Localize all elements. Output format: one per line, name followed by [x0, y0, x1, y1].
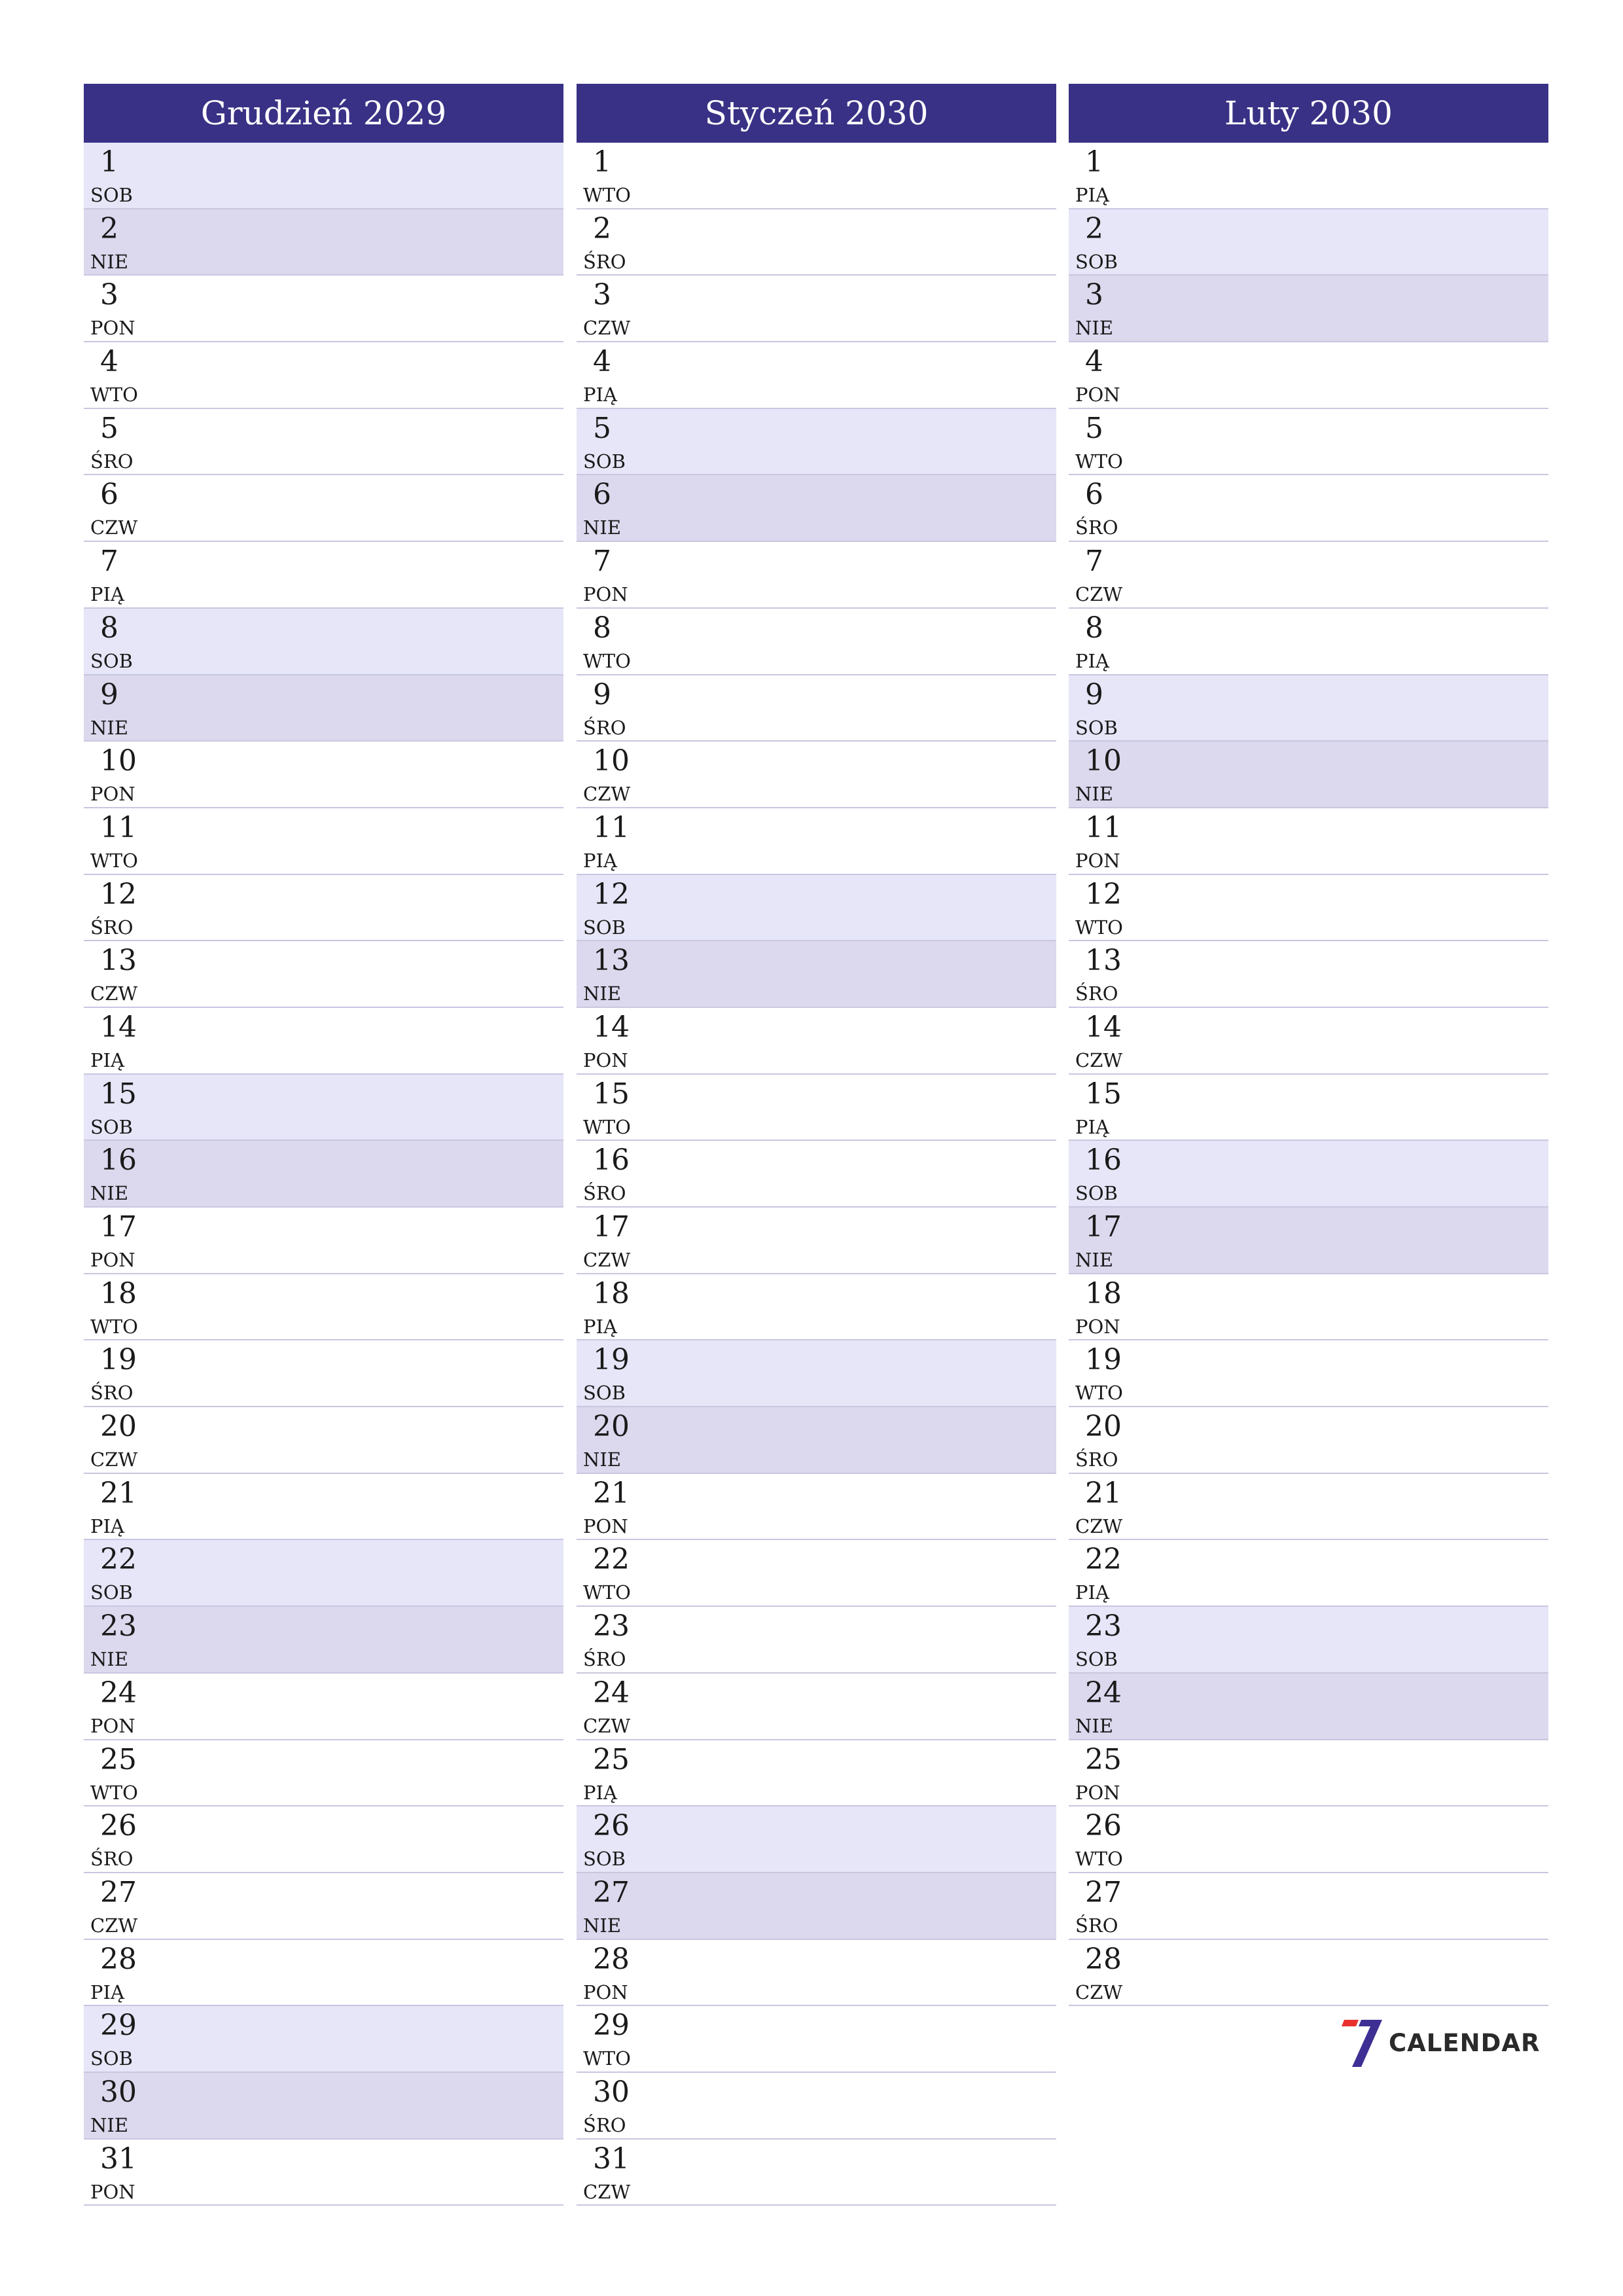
day-row	[84, 742, 563, 808]
weekday-name: PIĄ	[90, 583, 124, 606]
day-number: 15	[100, 1077, 137, 1111]
day-number: 12	[100, 877, 137, 911]
weekday-name: WTO	[583, 1115, 631, 1138]
day-number: 29	[100, 2009, 137, 2043]
weekday-name: NIE	[1075, 1249, 1113, 1271]
day-list	[1069, 143, 1548, 2006]
day-row	[84, 1940, 563, 2007]
day-number: 23	[593, 1609, 630, 1643]
day-row	[84, 1141, 563, 1208]
weekday-name: CZW	[90, 1448, 138, 1471]
day-number: 20	[593, 1410, 630, 1444]
weekday-name: CZW	[90, 516, 138, 539]
weekday-name: SOB	[1075, 1182, 1118, 1205]
day-number: 11	[100, 810, 137, 844]
day-number: 14	[1085, 1010, 1122, 1044]
day-row	[577, 875, 1056, 942]
day-row	[84, 1474, 563, 1541]
day-number: 18	[1085, 1276, 1122, 1310]
month-title: Grudzień 2029	[84, 84, 563, 143]
day-number: 28	[593, 1942, 630, 1976]
day-number: 14	[593, 1010, 630, 1044]
day-row	[84, 542, 563, 609]
day-row	[577, 609, 1056, 675]
weekday-name: NIE	[1075, 783, 1113, 806]
weekday-name: ŚRO	[1075, 516, 1118, 539]
weekday-name: NIE	[583, 982, 621, 1005]
day-row	[1069, 1674, 1548, 1740]
day-row	[84, 1008, 563, 1075]
weekday-name: WTO	[90, 849, 138, 872]
weekday-name: ŚRO	[583, 716, 626, 739]
day-row	[577, 409, 1056, 476]
day-number: 19	[100, 1343, 137, 1377]
day-row	[577, 1340, 1056, 1407]
day-row	[1069, 143, 1548, 209]
day-row	[84, 1340, 563, 1407]
weekday-name: PIĄ	[90, 1049, 124, 1071]
day-number: 18	[593, 1276, 630, 1310]
weekday-name: SOB	[583, 916, 626, 939]
day-number: 13	[593, 944, 630, 978]
weekday-name: SOB	[90, 1115, 133, 1138]
weekday-name: SOB	[583, 1382, 626, 1405]
day-number: 8	[1085, 611, 1103, 645]
day-row	[577, 941, 1056, 1008]
day-row	[577, 675, 1056, 742]
weekday-name: SOB	[90, 184, 133, 206]
weekday-name: CZW	[583, 317, 631, 340]
weekday-name: PON	[1075, 384, 1120, 406]
weekday-name: NIE	[583, 1914, 621, 1937]
weekday-name: NIE	[1075, 1714, 1113, 1737]
day-number: 31	[593, 2142, 630, 2176]
day-row	[1069, 409, 1548, 476]
weekday-name: WTO	[583, 649, 631, 672]
day-row	[1069, 1407, 1548, 1474]
day-row	[577, 1540, 1056, 1607]
calendar-logo	[1342, 2017, 1540, 2068]
day-row	[577, 2073, 1056, 2140]
weekday-name: SOB	[1075, 716, 1118, 739]
day-number: 9	[100, 677, 118, 711]
day-row	[577, 1740, 1056, 1807]
weekday-name: NIE	[90, 250, 128, 273]
weekday-name: SOB	[1075, 1648, 1118, 1671]
day-number: 17	[100, 1210, 137, 1244]
weekday-name: PIĄ	[1075, 649, 1109, 672]
weekday-name: PON	[1075, 849, 1120, 872]
day-number: 6	[1085, 478, 1103, 512]
day-row	[84, 1208, 563, 1274]
day-row	[1069, 1740, 1548, 1807]
weekday-name: WTO	[1075, 450, 1123, 473]
day-row	[577, 276, 1056, 342]
day-number: 11	[593, 810, 630, 844]
weekday-name: WTO	[1075, 1848, 1123, 1871]
day-row	[1069, 1540, 1548, 1607]
weekday-name: NIE	[90, 1648, 128, 1671]
day-row	[84, 143, 563, 209]
weekday-name: PON	[90, 2180, 135, 2203]
day-row	[84, 276, 563, 342]
day-number: 3	[1085, 278, 1103, 312]
day-row	[1069, 1940, 1548, 2007]
weekday-name: PON	[1075, 1315, 1120, 1338]
weekday-name: SOB	[90, 1581, 133, 1604]
day-number: 10	[100, 744, 137, 778]
day-row	[1069, 941, 1548, 1008]
day-row	[1069, 209, 1548, 276]
day-number: 25	[593, 1742, 630, 1776]
day-row	[84, 1806, 563, 1873]
day-number: 5	[593, 411, 611, 445]
day-number: 1	[1085, 145, 1103, 179]
day-number: 24	[593, 1676, 630, 1710]
day-number: 21	[100, 1476, 137, 1510]
weekday-name: PON	[583, 1049, 628, 1071]
weekday-name: PIĄ	[583, 1315, 617, 1338]
day-row	[84, 1607, 563, 1674]
day-number: 7	[593, 545, 611, 579]
day-number: 5	[100, 411, 118, 445]
weekday-name: CZW	[90, 982, 138, 1005]
weekday-name: PIĄ	[583, 384, 617, 406]
day-number: 3	[593, 278, 611, 312]
day-row	[84, 1075, 563, 1141]
day-row	[1069, 808, 1548, 875]
day-row	[577, 209, 1056, 276]
day-row	[84, 1674, 563, 1740]
day-row	[1069, 542, 1548, 609]
day-row	[577, 1806, 1056, 1873]
day-number: 17	[1085, 1210, 1122, 1244]
weekday-name: CZW	[1075, 583, 1123, 606]
day-number: 11	[1085, 810, 1122, 844]
day-row	[577, 1674, 1056, 1740]
month-title: Luty 2030	[1069, 84, 1548, 143]
day-row	[1069, 475, 1548, 542]
day-number: 21	[593, 1476, 630, 1510]
day-number: 16	[1085, 1143, 1122, 1177]
weekday-name: WTO	[1075, 1382, 1123, 1405]
weekday-name: PIĄ	[1075, 1115, 1109, 1138]
day-row	[84, 1407, 563, 1474]
day-row	[84, 808, 563, 875]
seven-logo-icon	[1342, 2017, 1383, 2068]
weekday-name: NIE	[583, 516, 621, 539]
day-number: 19	[593, 1343, 630, 1377]
day-row	[577, 1141, 1056, 1208]
day-number: 1	[100, 145, 118, 179]
weekday-name: ŚRO	[583, 1648, 626, 1671]
day-number: 9	[593, 677, 611, 711]
weekday-name: PIĄ	[583, 1781, 617, 1804]
day-row	[577, 742, 1056, 808]
day-number: 1	[593, 145, 611, 179]
day-row	[577, 1208, 1056, 1274]
weekday-name: SOB	[90, 649, 133, 672]
day-row	[577, 1607, 1056, 1674]
day-number: 2	[100, 211, 118, 245]
weekday-name: NIE	[1075, 317, 1113, 340]
day-row	[1069, 1075, 1548, 1141]
day-number: 17	[593, 1210, 630, 1244]
weekday-name: CZW	[90, 1914, 138, 1937]
weekday-name: WTO	[90, 1781, 138, 1804]
day-row	[577, 1940, 1056, 2007]
day-row	[1069, 1141, 1548, 1208]
day-number: 18	[100, 1276, 137, 1310]
day-number: 20	[100, 1410, 137, 1444]
day-number: 21	[1085, 1476, 1122, 1510]
day-number: 28	[1085, 1942, 1122, 1976]
weekday-name: PON	[90, 783, 135, 806]
weekday-name: PIĄ	[583, 849, 617, 872]
day-number: 24	[1085, 1676, 1122, 1710]
day-row	[1069, 1474, 1548, 1541]
weekday-name: ŚRO	[583, 1182, 626, 1205]
weekday-name: CZW	[583, 1249, 631, 1271]
day-number: 27	[100, 1875, 137, 1909]
day-row	[1069, 875, 1548, 942]
day-row	[1069, 276, 1548, 342]
day-number: 19	[1085, 1343, 1122, 1377]
day-row	[84, 1540, 563, 1607]
day-number: 13	[100, 944, 137, 978]
day-number: 10	[593, 744, 630, 778]
weekday-name: WTO	[1075, 916, 1123, 939]
day-number: 30	[593, 2075, 630, 2109]
month-column-december-2029	[84, 84, 563, 2206]
weekday-name: WTO	[583, 184, 631, 206]
day-row	[84, 209, 563, 276]
day-row	[84, 409, 563, 476]
day-row	[1069, 609, 1548, 675]
weekday-name: NIE	[90, 716, 128, 739]
day-number: 30	[100, 2075, 137, 2109]
day-number: 26	[593, 1809, 630, 1843]
month-column-january-2030	[577, 84, 1056, 2206]
day-row	[1069, 1607, 1548, 1674]
day-number: 26	[1085, 1809, 1122, 1843]
weekday-name: CZW	[583, 1714, 631, 1737]
day-row	[84, 875, 563, 942]
day-number: 4	[593, 345, 611, 379]
day-number: 25	[100, 1742, 137, 1776]
day-number: 27	[593, 1875, 630, 1909]
day-number: 4	[1085, 345, 1103, 379]
day-row	[577, 1474, 1056, 1541]
month-column-february-2030	[1069, 84, 1548, 2006]
day-number: 4	[100, 345, 118, 379]
weekday-name: PON	[90, 1714, 135, 1737]
day-row	[577, 1873, 1056, 1940]
day-number: 26	[100, 1809, 137, 1843]
day-number: 27	[1085, 1875, 1122, 1909]
day-row	[1069, 1274, 1548, 1341]
weekday-name: PIĄ	[90, 1981, 124, 2003]
day-number: 13	[1085, 944, 1122, 978]
day-row	[1069, 1806, 1548, 1873]
month-title: Styczeń 2030	[577, 84, 1056, 143]
weekday-name: ŚRO	[90, 916, 134, 939]
day-number: 12	[1085, 877, 1122, 911]
day-number: 6	[593, 478, 611, 512]
day-row	[84, 941, 563, 1008]
day-number: 15	[1085, 1077, 1122, 1111]
day-number: 6	[100, 478, 118, 512]
day-list	[577, 143, 1056, 2206]
weekday-name: WTO	[583, 1581, 631, 1604]
day-row	[577, 475, 1056, 542]
weekday-name: ŚRO	[1075, 1448, 1118, 1471]
day-number: 20	[1085, 1410, 1122, 1444]
day-number: 22	[1085, 1543, 1122, 1577]
weekday-name: SOB	[90, 2047, 133, 2070]
day-row	[577, 2140, 1056, 2206]
weekday-name: SOB	[583, 450, 626, 473]
weekday-name: ŚRO	[583, 250, 626, 273]
weekday-name: PON	[583, 583, 628, 606]
day-number: 2	[593, 211, 611, 245]
day-number: 24	[100, 1676, 137, 1710]
day-row	[577, 2006, 1056, 2073]
weekday-name: ŚRO	[90, 450, 134, 473]
weekday-name: PON	[90, 1249, 135, 1271]
day-row	[84, 675, 563, 742]
day-number: 25	[1085, 1742, 1122, 1776]
day-number: 2	[1085, 211, 1103, 245]
weekday-name: WTO	[583, 2047, 631, 2070]
day-row	[84, 342, 563, 409]
weekday-name: PON	[583, 1515, 628, 1537]
weekday-name: PON	[90, 317, 135, 340]
weekday-name: CZW	[1075, 1049, 1123, 1071]
day-row	[84, 2140, 563, 2206]
day-number: 15	[593, 1077, 630, 1111]
day-number: 22	[100, 1543, 137, 1577]
day-row	[577, 808, 1056, 875]
weekday-name: PON	[1075, 1781, 1120, 1804]
day-number: 31	[100, 2142, 137, 2176]
day-number: 3	[100, 278, 118, 312]
day-list	[84, 143, 563, 2206]
weekday-name: ŚRO	[1075, 982, 1118, 1005]
weekday-name: CZW	[583, 783, 631, 806]
day-number: 22	[593, 1543, 630, 1577]
day-number: 12	[593, 877, 630, 911]
day-row	[1069, 675, 1548, 742]
day-number: 7	[100, 545, 118, 579]
day-row	[577, 542, 1056, 609]
weekday-name: ŚRO	[90, 1848, 134, 1871]
weekday-name: CZW	[1075, 1981, 1123, 2003]
day-row	[1069, 342, 1548, 409]
weekday-name: PIĄ	[90, 1515, 124, 1537]
day-number: 9	[1085, 677, 1103, 711]
day-row	[84, 609, 563, 675]
weekday-name: WTO	[90, 384, 138, 406]
logo-text: CALENDAR	[1389, 2028, 1541, 2057]
day-number: 5	[1085, 411, 1103, 445]
day-row	[84, 2073, 563, 2140]
day-row	[1069, 1208, 1548, 1274]
day-row	[84, 1873, 563, 1940]
day-row	[577, 342, 1056, 409]
weekday-name: ŚRO	[90, 1382, 134, 1405]
weekday-name: PON	[583, 1981, 628, 2003]
day-row	[84, 2006, 563, 2073]
weekday-name: SOB	[583, 1848, 626, 1871]
day-number: 23	[100, 1609, 137, 1643]
weekday-name: NIE	[583, 1448, 621, 1471]
day-row	[84, 1274, 563, 1341]
weekday-name: CZW	[1075, 1515, 1123, 1537]
weekday-name: ŚRO	[583, 2113, 626, 2136]
day-row	[84, 475, 563, 542]
day-number: 7	[1085, 545, 1103, 579]
weekday-name: PIĄ	[1075, 184, 1109, 206]
weekday-name: ŚRO	[1075, 1914, 1118, 1937]
weekday-name: NIE	[90, 2113, 128, 2136]
weekday-name: NIE	[90, 1182, 128, 1205]
day-row	[1069, 1008, 1548, 1075]
day-row	[1069, 1873, 1548, 1940]
weekday-name: PIĄ	[1075, 1581, 1109, 1604]
day-row	[1069, 1340, 1548, 1407]
day-number: 16	[100, 1143, 137, 1177]
weekday-name: WTO	[90, 1315, 138, 1338]
day-number: 8	[100, 611, 118, 645]
day-number: 10	[1085, 744, 1122, 778]
day-number: 28	[100, 1942, 137, 1976]
day-row	[577, 143, 1056, 209]
weekday-name: CZW	[583, 2180, 631, 2203]
day-number: 29	[593, 2009, 630, 2043]
day-row	[84, 1740, 563, 1807]
day-number: 8	[593, 611, 611, 645]
day-row	[577, 1274, 1056, 1341]
weekday-name: SOB	[1075, 250, 1118, 273]
day-number: 14	[100, 1010, 137, 1044]
day-row	[1069, 742, 1548, 808]
day-number: 16	[593, 1143, 630, 1177]
day-row	[577, 1075, 1056, 1141]
day-row	[577, 1407, 1056, 1474]
day-row	[577, 1008, 1056, 1075]
day-number: 23	[1085, 1609, 1122, 1643]
